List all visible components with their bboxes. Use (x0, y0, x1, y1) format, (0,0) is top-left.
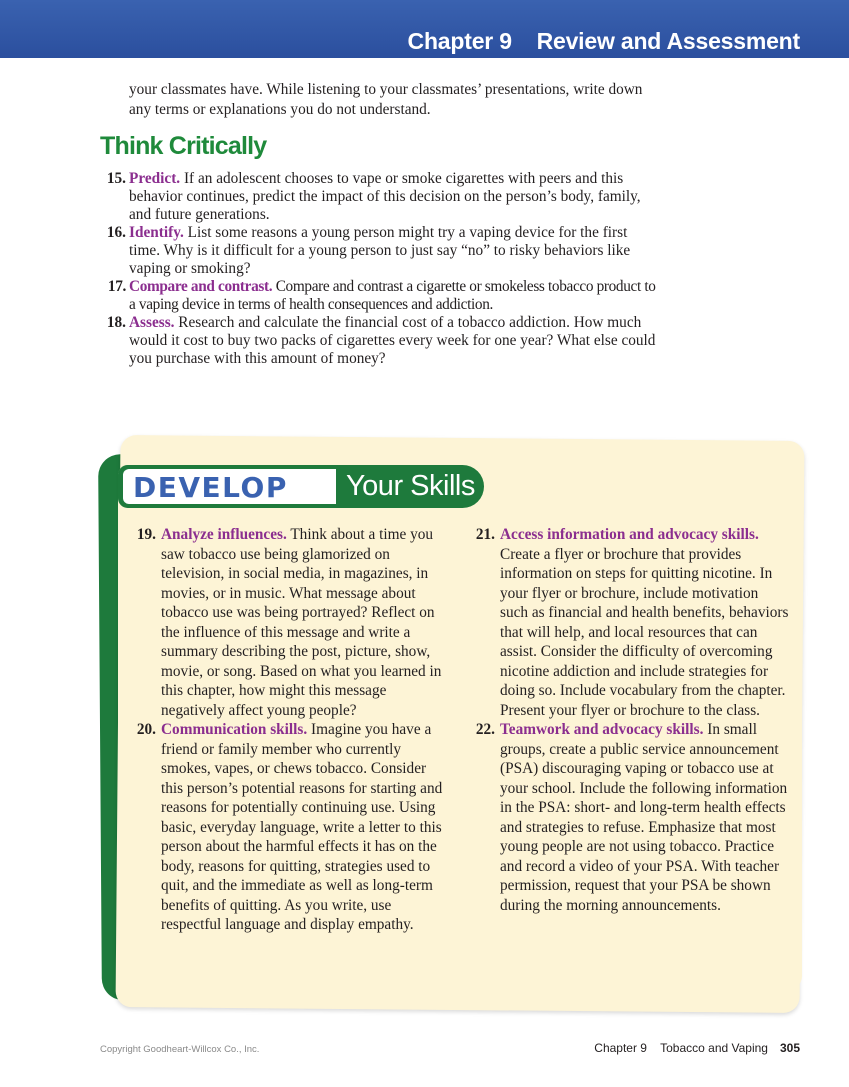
question-number: 18. (106, 314, 126, 331)
develop-column-left (130, 525, 448, 935)
develop-column-right (469, 525, 789, 915)
question-text: Research and calculate the financial cost of a tobacco addiction. How much would it cost to buy two packs of cigarettes every week for one year? What else could you purchase with this amount of money? (129, 314, 656, 367)
think-critically-heading: Think Critically (100, 132, 267, 160)
question-16 (100, 224, 660, 278)
question-text: List some reasons a young person might try a vaping device for the first time. Why is it difficult for a young person to just say “no” to risky behaviors like vaping or smoking? (129, 224, 631, 277)
question-number: 16. (106, 224, 126, 241)
question-number: 15. (106, 170, 126, 187)
question-text: Compare and contrast a cigarette or smokeless tobacco product to a vaping device in terms of health consequences and addiction. (129, 278, 656, 313)
footer-chapter-title: Tobacco and Vaping (660, 1041, 768, 1055)
footer-copyright: Copyright Goodheart-Willcox Co., Inc. (100, 1044, 260, 1055)
item-keyword: Access information and advocacy skills. (500, 526, 759, 543)
skill-item-22 (469, 720, 789, 915)
develop-label: DEVELOP (133, 471, 288, 504)
item-text: Create a flyer or brochure that provides information on steps for quitting nicotine. In your flyer or brochure, include motivation such as financial and health benefits, behaviors that will help, and local resources that can assist. Consider the difficulty of overcoming nicotine addiction and include strategies for doing so. Include vocabulary from the chapter. Present your flyer or brochure to the class. (500, 545, 789, 719)
item-number: 22. (475, 721, 495, 738)
item-number: 20. (136, 721, 156, 738)
question-keyword: Identify. (129, 224, 184, 241)
item-text: Imagine you have a friend or family member who currently smokes, vapes, or chews tobacco. Consider this person’s potential reasons for starting and reasons for potentially continuing use. Using basic, everyday language, write a letter to this person about the harmful effects it has on the body, reasons for quitting, strategies used to quit, and the immediate as well as long-term benefits of quitting. As you write, use respectful language and display empathy. (161, 721, 443, 933)
question-15 (100, 170, 660, 224)
skill-item-19 (130, 525, 448, 720)
question-keyword: Compare and contrast. (129, 278, 273, 295)
item-number: 21. (475, 526, 495, 543)
think-critically-list (100, 170, 660, 368)
item-number: 19. (136, 526, 156, 543)
header-chapter: Chapter 9 (407, 28, 512, 54)
question-17 (100, 278, 660, 314)
item-keyword: Teamwork and advocacy skills. (500, 721, 704, 738)
page-number: 305 (779, 1041, 800, 1055)
question-keyword: Predict. (129, 170, 181, 187)
header-title: Review and Assessment (536, 28, 800, 54)
footer-page-info (594, 1041, 800, 1055)
skill-item-21 (469, 525, 789, 720)
item-text: Think about a time you saw tobacco use being glamorized on television, in social media, in magazines, in movies, or in music. What message about tobacco use was being portrayed? Reflect on the influence of this message and write a summary describing the post, picture, show, movie, or song. Based on what you learned in this chapter, how might this message negatively affect young people? (161, 526, 442, 719)
page-header-title (408, 28, 800, 55)
your-skills-label: Your Skills (346, 470, 475, 502)
question-text: If an adolescent chooses to vape or smoke cigarettes with peers and this behavior continues, predict the impact of this decision on the person’s body, family, and future generations. (129, 170, 641, 223)
question-keyword: Assess. (129, 314, 175, 331)
question-number: 17. (107, 278, 126, 295)
question-18 (100, 314, 660, 368)
item-text: In small groups, create a public service announcement (PSA) discouraging vaping or tobacco use at your school. Include the following information in the PSA: short- and long-term health effects and strategies to refuse. Emphasize that most young people are not using tobacco. Practice and record a video of your PSA. With teacher permission, request that your PSA be shown during the morning announcements. (500, 721, 788, 914)
intro-paragraph: your classmates have. While listening to your classmates’ presentations, write down any terms or explanations you do not understand. (129, 81, 643, 118)
footer-chapter: Chapter 9 (594, 1041, 647, 1055)
skill-item-20 (130, 720, 448, 935)
item-keyword: Communication skills. (161, 721, 308, 738)
item-keyword: Analyze influences. (161, 526, 287, 543)
